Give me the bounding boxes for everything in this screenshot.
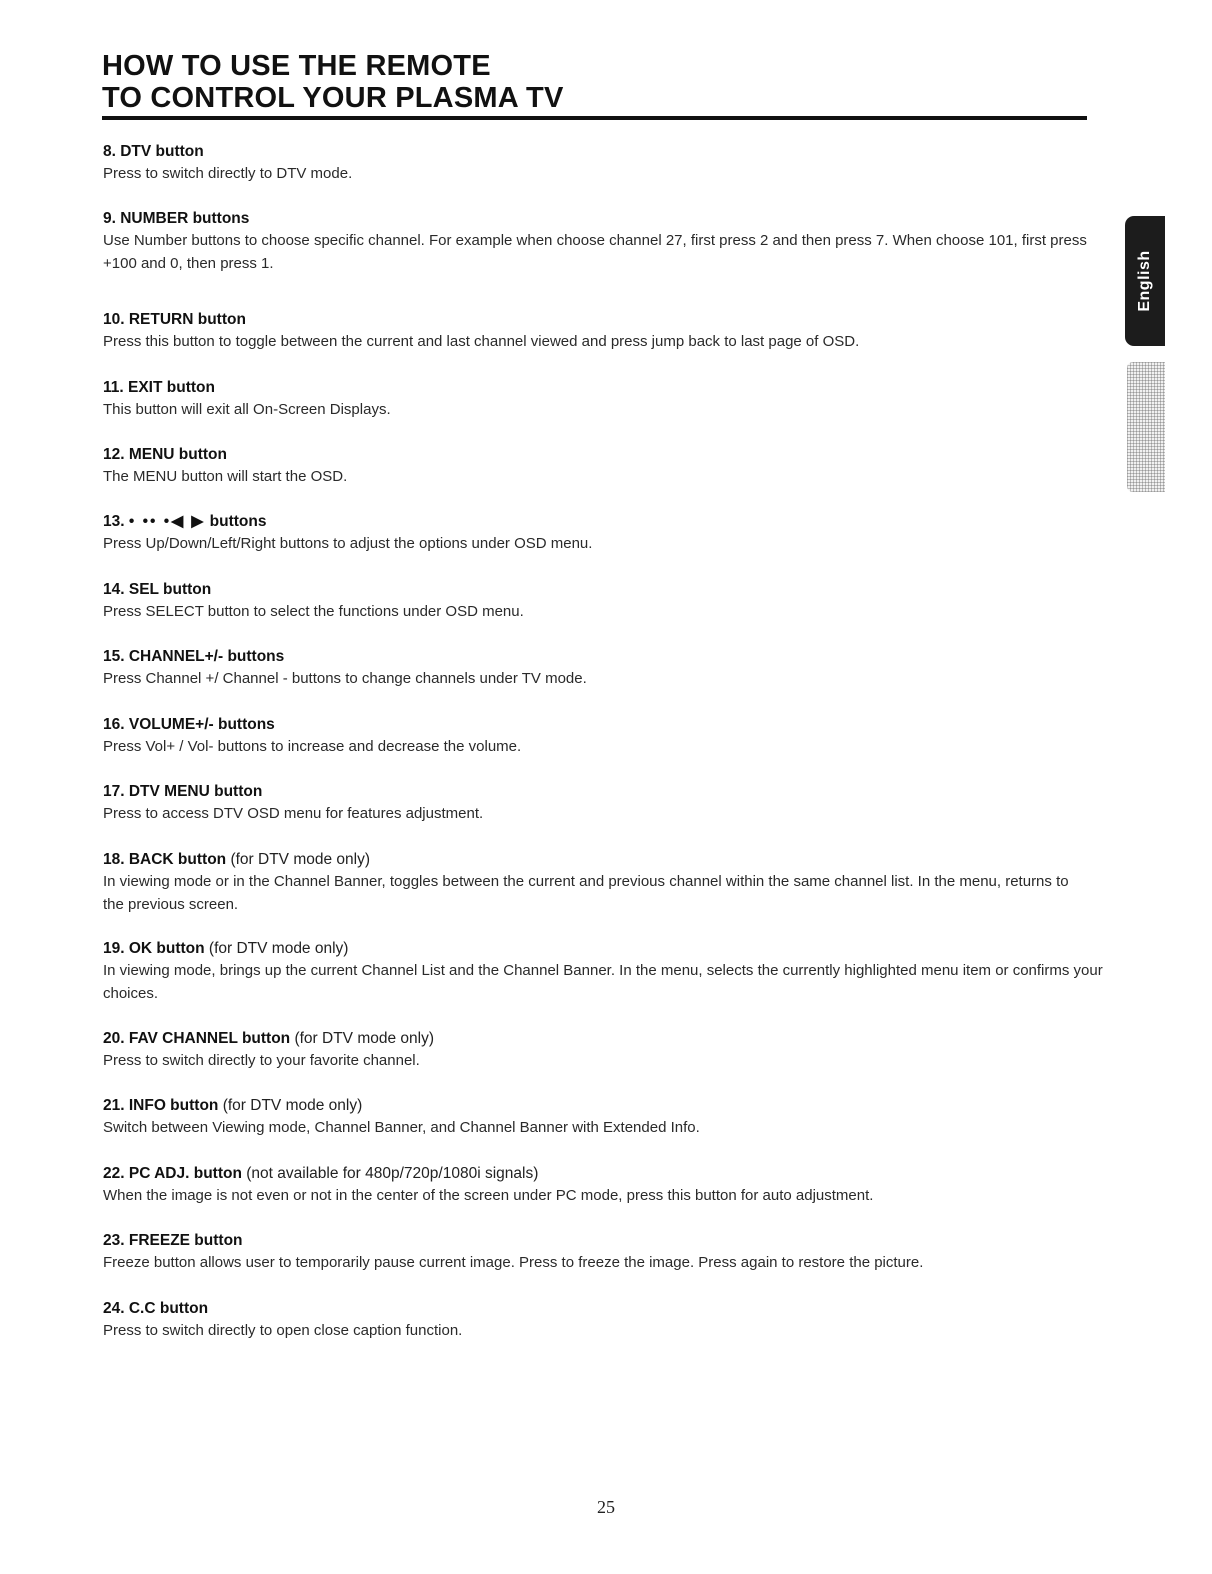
entry-heading-label: 10. RETURN button <box>103 311 246 328</box>
entry-heading <box>103 309 1103 331</box>
entry-heading-label: 21. INFO button <box>103 1097 219 1114</box>
entry-heading-label: 13. <box>103 513 125 530</box>
entry-info-button <box>103 1095 1103 1140</box>
entry-body: Switch between Viewing mode, Channel Banner, and Channel Banner with Extended Info. <box>103 1119 700 1136</box>
entry-heading-note: (for DTV mode only) <box>294 1030 435 1047</box>
entry-back-button <box>103 849 1103 916</box>
entry-heading <box>103 444 1103 466</box>
entry-body: Press Vol+ / Vol- buttons to increase and decrease the volume. <box>103 738 522 755</box>
entry-heading-label: 18. BACK button <box>103 851 227 868</box>
entry-heading <box>103 377 1103 399</box>
entry-body: In viewing mode, brings up the current Channel List and the Channel Banner. In the menu, selects the currently highlighted menu item or confirms your choices. <box>103 962 1103 1002</box>
side-tab-pattern <box>1127 362 1165 492</box>
entry-heading <box>103 1095 1103 1117</box>
entry-arrow-buttons <box>103 511 1103 556</box>
entry-cc-button <box>103 1298 1103 1343</box>
entry-heading <box>103 511 1103 533</box>
entry-heading-label: 17. DTV MENU button <box>103 783 263 800</box>
entry-heading <box>103 208 1103 230</box>
entry-heading <box>103 938 1103 960</box>
entry-heading-label: 23. FREEZE button <box>103 1232 243 1249</box>
entry-dtv-button <box>103 141 1103 186</box>
page-number: 25 <box>597 1497 615 1517</box>
entry-heading-note: (for DTV mode only) <box>230 851 370 868</box>
entry-pc-adj-button <box>103 1163 1103 1208</box>
entry-sel-button <box>103 579 1103 624</box>
entry-heading-note: (not available for 480p/720p/1080i signals) <box>246 1165 539 1182</box>
entry-heading-label: 8. DTV button <box>103 143 204 160</box>
entry-return-button <box>103 309 1103 354</box>
entry-heading <box>103 849 1103 871</box>
entry-body: Press to switch directly to your favorite channel. <box>103 1052 420 1069</box>
entry-heading <box>103 579 1103 601</box>
entry-heading-label: 16. VOLUME+/- buttons <box>103 716 275 733</box>
entry-heading-note: (for DTV mode only) <box>222 1097 363 1114</box>
entry-heading <box>103 1298 1103 1320</box>
entry-heading <box>103 714 1103 736</box>
entry-fav-channel-button <box>103 1028 1103 1073</box>
language-side-tab-label: English <box>1136 250 1153 312</box>
entry-freeze-button <box>103 1230 1103 1275</box>
entry-body: Press to switch directly to DTV mode. <box>103 165 353 182</box>
entry-heading-note: (for DTV mode only) <box>208 940 349 957</box>
entry-heading <box>103 141 1103 163</box>
entry-heading <box>103 781 1103 803</box>
entry-body: In viewing mode or in the Channel Banner, toggles between the current and previous channel within the same channel list. In the menu, returns to the previous screen. <box>103 873 1069 913</box>
entry-heading <box>103 1230 1103 1252</box>
direction-arrows-icon: • •• •◀ ▶ <box>128 513 206 530</box>
entry-body: Press Channel +/ Channel - buttons to change channels under TV mode. <box>103 670 587 687</box>
entry-heading-label: 11. EXIT button <box>103 379 215 396</box>
entry-body: Use Number buttons to choose specific channel. For example when choose channel 27, first press 2 and then press 7. When choose 101, first press +100 and 0, then press 1. <box>103 232 1087 272</box>
entry-heading-tail: buttons <box>209 513 267 530</box>
entry-heading-label: 15. CHANNEL+/- buttons <box>103 648 285 665</box>
language-side-tab <box>1125 216 1165 346</box>
entry-menu-button <box>103 444 1103 489</box>
entry-number-buttons <box>103 208 1103 275</box>
entry-heading <box>103 1163 1103 1185</box>
entry-heading <box>103 1028 1103 1050</box>
page-title-block <box>102 50 1087 114</box>
entry-dtv-menu-button <box>103 781 1103 826</box>
entry-heading-label: 19. OK button <box>103 940 205 957</box>
entry-body: Press to access DTV OSD menu for features adjustment. <box>103 805 484 822</box>
entry-body: Press to switch directly to open close caption function. <box>103 1322 463 1339</box>
entry-heading-label: 12. MENU button <box>103 446 227 463</box>
entry-body: Press this button to toggle between the current and last channel viewed and press jump back to last page of OSD. <box>103 333 860 350</box>
entry-body: The MENU button will start the OSD. <box>103 468 348 485</box>
entry-heading <box>103 646 1103 668</box>
entry-body: Press SELECT button to select the functions under OSD menu. <box>103 603 524 620</box>
entry-heading-label: 22. PC ADJ. button <box>103 1165 242 1182</box>
page-title-line-2: TO CONTROL YOUR PLASMA TV <box>102 82 564 114</box>
page-title-line-1: HOW TO USE THE REMOTE <box>102 50 491 82</box>
entry-body: Freeze button allows user to temporarily pause current image. Press to freeze the image. Press again to restore the picture. <box>103 1254 924 1271</box>
entry-heading-label: 9. NUMBER buttons <box>103 210 250 227</box>
entry-body: Press Up/Down/Left/Right buttons to adjust the options under OSD menu. <box>103 535 593 552</box>
entry-exit-button <box>103 377 1103 422</box>
entry-body: When the image is not even or not in the center of the screen under PC mode, press this button for auto adjustment. <box>103 1187 874 1204</box>
entry-heading-label: 24. C.C button <box>103 1300 209 1317</box>
entry-channel-buttons <box>103 646 1103 691</box>
entry-heading-label: 20. FAV CHANNEL button <box>103 1030 291 1047</box>
entry-body: This button will exit all On-Screen Displays. <box>103 401 391 418</box>
entry-ok-button <box>103 938 1103 1005</box>
entry-heading-label: 14. SEL button <box>103 581 212 598</box>
entry-volume-buttons <box>103 714 1103 759</box>
title-underline-rule <box>102 116 1087 120</box>
